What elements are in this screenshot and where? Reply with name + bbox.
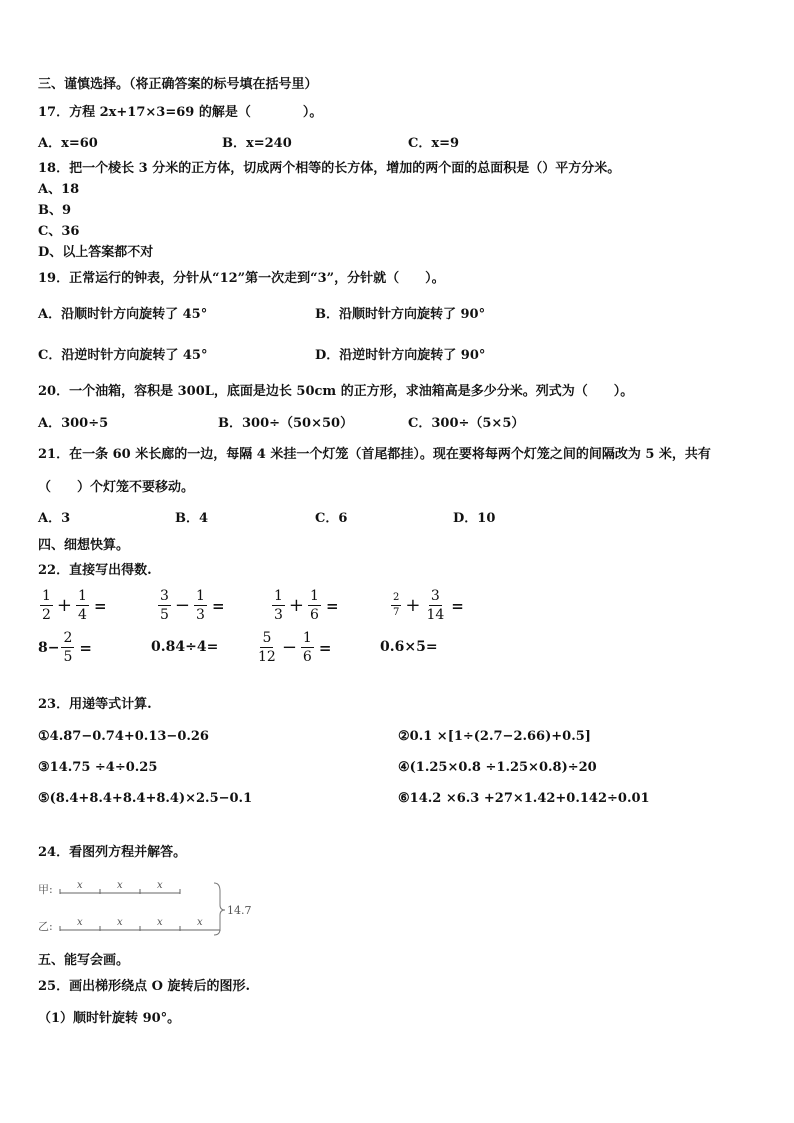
fraction: $\frac{1}{3}$ [196, 588, 205, 623]
yi-x-label: x [117, 917, 123, 928]
q18-option-a[interactable]: A、18 [38, 182, 80, 197]
label-yi: 乙: [38, 920, 53, 933]
yi-x-label: x [157, 917, 163, 928]
line-segment-diagram [38, 877, 268, 943]
q22-expr-1: 1 2 + $\frac{1}{4}$ = [42, 588, 107, 623]
q22-expr-5: 8− $\frac{2}{5}$ = [38, 630, 92, 665]
fraction: 5 12 [258, 630, 276, 665]
q18-option-b[interactable]: B、9 [38, 203, 72, 218]
section-5-title: 五、能写会画。 [38, 953, 130, 968]
q25-part-1: （1）顺时针旋转 90°。 [38, 1011, 181, 1026]
q21-stem-line1: 21．在一条 60 米长廊的一边，每隔 4 米挂一个灯笼（首尾都挂）。现在要将每两个灯笼之间的间隔改为 5 米，共有 [38, 447, 711, 462]
q18-stem: 18．把一个棱长 3 分米的正方体，切成两个相等的长方体，增加的两个面的总面积是（）平方分米。 [38, 161, 621, 176]
q22-expr-2: 3 5 − $\frac{1}{3}$ = [160, 588, 225, 623]
q17-option-a[interactable]: A．x=60 [38, 136, 98, 151]
q23-item-6: ⑥14.2 ×6.3 +27×1.42+0.142÷0.01 [398, 791, 650, 806]
q17-option-c[interactable]: C．x=9 [408, 136, 460, 151]
label-jia: 甲: [38, 883, 53, 896]
q23-item-5: ⑤(8.4+8.4+8.4+8.4)×2.5−0.1 [38, 791, 253, 806]
q19-option-b[interactable]: B．沿顺时针方向旋转了 90° [315, 307, 486, 322]
q22-stem: 22．直接写出得数. [38, 563, 152, 578]
q20-stem: 20．一个油箱，容积是 300L，底面是边长 50cm 的正方形，求油箱高是多少分米。列式为（ ）。 [38, 384, 634, 399]
q20-option-b[interactable]: B．300÷（50×50） [218, 416, 354, 431]
q23-item-1: ①4.87−0.74+0.13−0.26 [38, 729, 209, 744]
q19-option-d[interactable]: D．沿逆时针方向旋转了 90° [315, 348, 486, 363]
q20-option-a[interactable]: A．300÷5 [38, 416, 109, 431]
yi-x-label: x [77, 917, 83, 928]
q17-option-b[interactable]: B．x=240 [222, 136, 292, 151]
q17-stem: 17．方程 2x+17×3=69 的解是（ ）。 [38, 105, 323, 120]
fraction: 1 2 [42, 588, 51, 623]
q18-option-c[interactable]: C、36 [38, 224, 80, 239]
q21-option-c[interactable]: C．6 [315, 511, 348, 526]
fraction: $\frac{1}{6}$ [302, 630, 312, 665]
jia-x-label: x [77, 880, 83, 891]
q20-option-c[interactable]: C．300÷（5×5） [408, 416, 525, 431]
q23-stem: 23．用递等式计算. [38, 697, 152, 712]
total-label: 14.7 [227, 904, 252, 917]
q19-option-c[interactable]: C．沿逆时针方向旋转了 45° [38, 348, 208, 363]
q23-item-4: ④(1.25×0.8 ÷1.25×0.8)÷20 [398, 760, 597, 775]
q19-option-a[interactable]: A．沿顺时针方向旋转了 45° [38, 307, 208, 322]
q19-stem: 19．正常运行的钟表，分针从“12”第一次走到“3”，分针就（ ）。 [38, 271, 445, 286]
q21-option-b[interactable]: B．4 [175, 511, 209, 526]
q24-stem: 24．看图列方程并解答。 [38, 845, 187, 860]
section-4-title: 四、细想快算。 [38, 538, 130, 553]
q23-item-3: ③14.75 ÷4÷0.25 [38, 760, 158, 775]
q22-expr-7: 5 12 − $\frac{1}{6}$ = [258, 630, 332, 665]
q22-expr-3: 1 3 + $\frac{1}{6}$ = [274, 588, 339, 623]
fraction: $\frac{2}{5}$ [63, 630, 73, 665]
q21-option-a[interactable]: A．3 [38, 511, 71, 526]
section-3-title: 三、谨慎选择。（将正确答案的标号填在括号里） [38, 77, 318, 92]
fraction: $\frac{1}{4}$ [78, 588, 87, 623]
q23-item-2: ②0.1 ×[1÷(2.7−2.66)+0.5] [398, 729, 591, 744]
jia-x-label: x [157, 880, 163, 891]
fraction: 2 7 [393, 592, 400, 618]
fraction: $\frac{1}{6}$ [310, 588, 319, 623]
q25-stem: 25．画出梯形绕点 O 旋转后的图形. [38, 979, 250, 994]
right-brace [214, 883, 225, 935]
q21-option-d[interactable]: D．10 [453, 511, 496, 526]
segment-diagram-svg [38, 877, 268, 939]
q21-stem-line2: （ ）个灯笼不要移动。 [38, 480, 195, 495]
jia-x-label: x [117, 880, 123, 891]
q22-expr-4: 2 7 + $\frac{3}{14}$ = [393, 588, 464, 623]
fraction: $\frac{3}{14}$ [426, 588, 445, 623]
fraction: 3 5 [160, 588, 169, 623]
q18-option-d[interactable]: D、以上答案都不对 [38, 245, 154, 260]
fraction: 1 3 [274, 588, 283, 623]
q22-expr-6: 0.84÷4= [151, 639, 219, 655]
yi-x-label: x [197, 917, 203, 928]
q22-expr-8: 0.6×5= [380, 639, 438, 655]
